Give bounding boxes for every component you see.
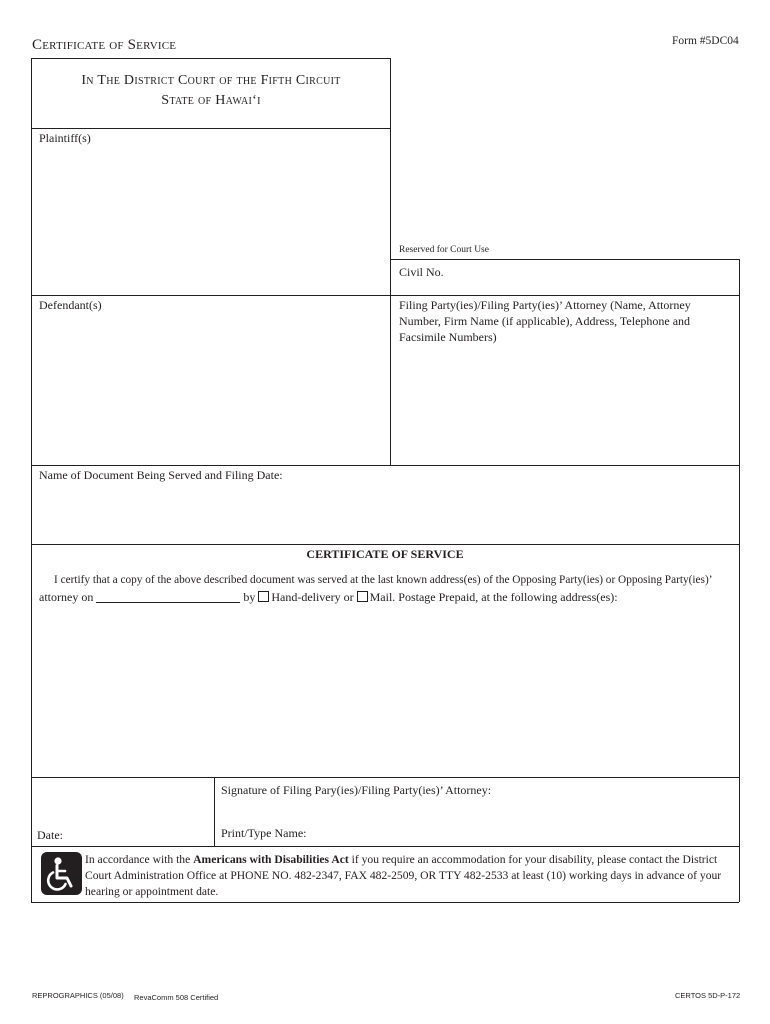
filing-party-field[interactable]	[392, 347, 737, 463]
form-bottom	[31, 902, 739, 903]
certificate-statement-line1: I certify that a copy of the above described document was served at the last known address(es) of the Opposing Party(ies) or Opposing Party(ies)’	[54, 574, 713, 586]
mail-checkbox[interactable]	[357, 591, 368, 602]
reserved-label: Reserved for Court Use	[399, 245, 489, 255]
right-border	[739, 259, 740, 902]
civil-no-top	[390, 259, 739, 260]
wheelchair-icon	[41, 852, 82, 895]
ada-row-top	[31, 846, 739, 847]
by-text: by	[243, 590, 256, 604]
document-served-label: Name of Document Being Served and Filing Date:	[39, 468, 283, 482]
mail-label: Mail. Postage Prepaid, at the following address(es):	[369, 590, 618, 604]
ada-prefix: In accordance with the	[85, 853, 191, 866]
plaintiffs-field[interactable]	[32, 148, 389, 293]
center-divider	[390, 58, 391, 465]
court-box-bottom	[31, 128, 391, 129]
date-field[interactable]	[66, 800, 211, 844]
court-line-2: State of Hawai‘i	[161, 93, 261, 108]
document-served-field[interactable]	[32, 485, 738, 542]
footer-reprographics: REPROGRAPHICS (05/08)	[32, 991, 124, 1000]
court-box-top	[31, 58, 391, 59]
signature-divider	[214, 777, 215, 846]
date-label: Date:	[37, 828, 63, 842]
attorney-on-text: attorney on	[39, 590, 94, 604]
certificate-row-top	[31, 544, 739, 545]
signature-field[interactable]	[216, 800, 736, 820]
plaintiffs-label: Plaintiff(s)	[39, 131, 91, 145]
signature-label: Signature of Filing Pary(ies)/Filing Party(ies)’ Attorney:	[221, 783, 492, 797]
form-number: Form #5DC04	[672, 35, 739, 47]
certificate-heading: CERTIFICATE OF SERVICE	[306, 547, 464, 561]
ada-suffix: if you require an accommodation for your disability, please contact the District Court Administration Office at PHONE NO. 482-2347, FAX 482-2509, OR TTY 482-2533 at least (10) working days in advance of your hearing or appointment date.	[85, 853, 722, 898]
ada-act: Americans with Disabilities Act	[193, 853, 349, 866]
defendants-label: Defendant(s)	[39, 298, 102, 312]
civil-no-field[interactable]	[450, 262, 735, 292]
print-name-label: Print/Type Name:	[221, 826, 307, 840]
hand-delivery-checkbox[interactable]	[258, 591, 269, 602]
filing-party-label: Filing Party(ies)/Filing Party(ies)’ Attorney (Name, Attorney Number, Firm Name (if applicable), Address, Telephone and Facsimile Numbers)	[399, 298, 691, 344]
footer-revacomm: RevaComm 508 Certified	[134, 993, 219, 1002]
defendant-row-top	[31, 295, 739, 296]
service-date-field[interactable]	[96, 591, 240, 603]
service-addresses-field[interactable]	[32, 608, 738, 775]
document-row-top	[31, 465, 739, 466]
signature-row-top	[31, 777, 739, 778]
print-name-field[interactable]	[316, 820, 736, 844]
defendants-field[interactable]	[32, 315, 389, 463]
footer-code: CERTOS 5D-P-172	[675, 991, 741, 1000]
civil-no-label: Civil No.	[399, 265, 444, 279]
form-title: Certificate of Service	[32, 37, 177, 53]
ada-notice	[85, 852, 738, 900]
certificate-statement-line2	[39, 590, 618, 605]
hand-delivery-label: Hand-delivery or	[271, 590, 354, 604]
court-line-1: In The District Court of the Fifth Circuit	[81, 73, 341, 88]
